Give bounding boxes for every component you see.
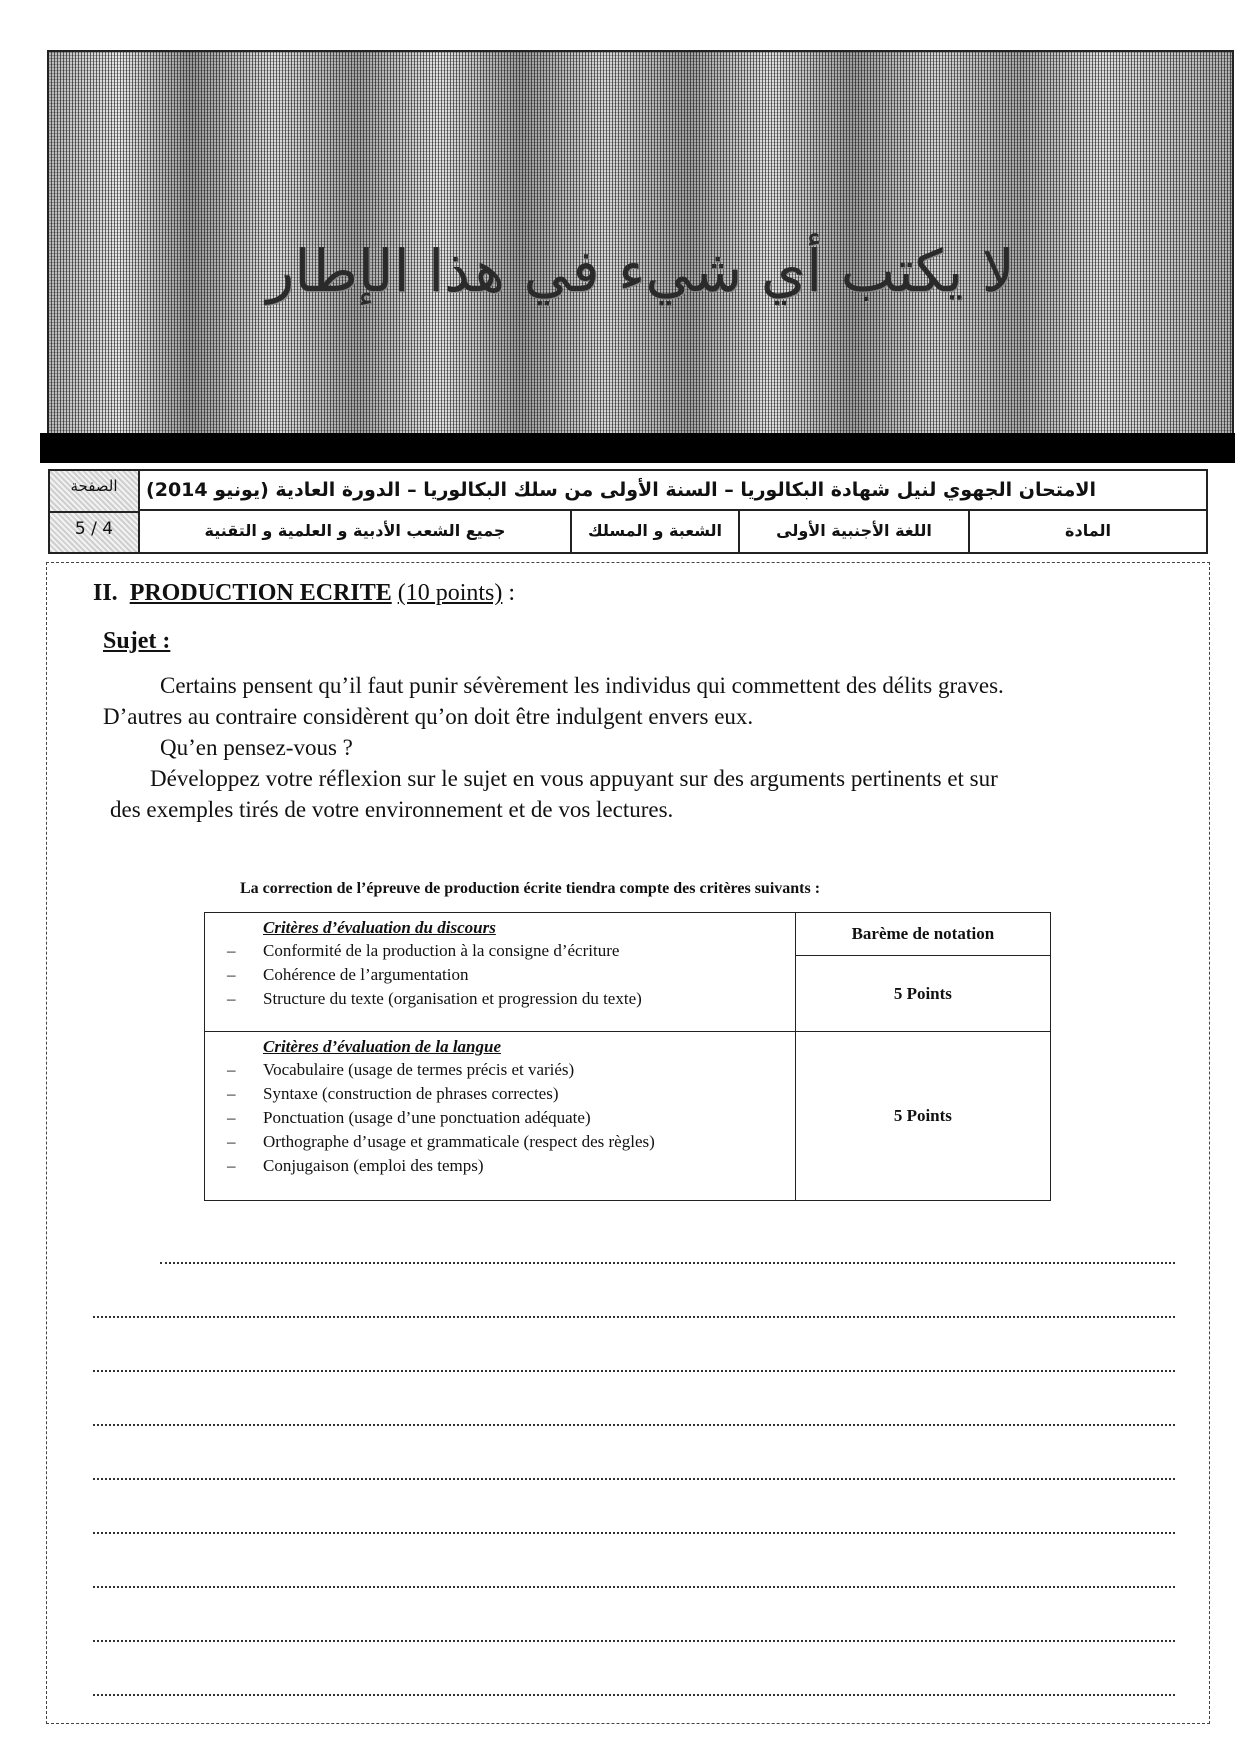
subject-instruction-2: des exemples tirés de votre environnement et de vos lectures. [110, 797, 674, 822]
criteria-item: – Syntaxe (construction de phrases correctes) [227, 1082, 785, 1106]
criteria-item: – Conjugaison (emploi des temps) [227, 1154, 785, 1178]
subject-value: اللغة الأجنبية الأولى [738, 511, 968, 552]
section-points: (10 points) [397, 580, 503, 606]
answer-line[interactable] [160, 1262, 1175, 1264]
sujet-label: Sujet : [103, 628, 171, 654]
section-title [93, 580, 515, 607]
subject-label: المادة [968, 511, 1206, 552]
criteria-intro: La correction de l’épreuve de production écrite tiendra compte des critères suivants : [240, 880, 821, 897]
exam-title: الامتحان الجهوي لنيل شهادة البكالوريا – السنة الأولى من سلك البكالوريا – الدورة العادية (يونيو 2014) [140, 471, 1206, 511]
subject-paragraph-2: D’autres au contraire considèrent qu’on doit être indulgent envers eux. [103, 704, 754, 729]
answer-line[interactable] [93, 1424, 1175, 1426]
answer-line[interactable] [93, 1532, 1175, 1534]
discourse-points: 5 Points [795, 956, 1050, 1032]
section-heading: PRODUCTION ECRITE [129, 580, 392, 606]
branch-value: جميع الشعب الأدبية و العلمية و التقنية [204, 521, 506, 540]
page-number: 5 / 4 [50, 511, 138, 539]
section-colon: : [508, 580, 516, 606]
answer-line[interactable] [93, 1694, 1175, 1696]
criteria-item: – Vocabulaire (usage de termes précis et variés) [227, 1058, 785, 1082]
exam-info-row [140, 511, 1206, 552]
criteria-table [204, 912, 1051, 1201]
do-not-write-frame [47, 50, 1234, 435]
criteria-item: – Cohérence de l’argumentation [227, 963, 785, 987]
criteria-item: – Structure du texte (organisation et progression du texte) [227, 987, 785, 1011]
page-label: الصفحة [70, 477, 118, 495]
subject-paragraph-1: Certains pensent qu’il faut punir sévèrement les individus qui commettent des délits graves. [160, 673, 1004, 698]
subject-instruction-1: Développez votre réflexion sur le sujet en vous appuyant sur des arguments pertinents et sur [150, 766, 998, 791]
answer-line[interactable] [93, 1370, 1175, 1372]
exam-header-table [48, 469, 1208, 554]
subject-question: Qu’en pensez-vous ? [160, 735, 353, 760]
criteria-item: – Conformité de la production à la consigne d’écriture [227, 939, 785, 963]
discourse-criteria-title: Critères d’évaluation du discours [263, 918, 496, 937]
criteria-item: – Ponctuation (usage d’une ponctuation adéquate) [227, 1106, 785, 1130]
answer-line[interactable] [93, 1640, 1175, 1642]
answer-line[interactable] [93, 1586, 1175, 1588]
criteria-item: – Orthographe d’usage et grammaticale (respect des règles) [227, 1130, 785, 1154]
branch-label: الشعبة و المسلك [570, 511, 738, 552]
scale-header: Barème de notation [795, 913, 1050, 956]
answer-line[interactable] [93, 1316, 1175, 1318]
do-not-write-text: لا يكتب أي شيء في هذا الإطار [266, 237, 1015, 305]
discourse-criteria-cell [205, 913, 796, 1032]
language-criteria-cell [205, 1032, 796, 1201]
language-criteria-title: Critères d’évaluation de la langue [263, 1037, 501, 1056]
page-number-cell [50, 471, 140, 552]
header-divider-bar [40, 433, 1235, 463]
answer-line[interactable] [93, 1478, 1175, 1480]
section-number: II. [93, 580, 118, 606]
language-points: 5 Points [795, 1032, 1050, 1201]
